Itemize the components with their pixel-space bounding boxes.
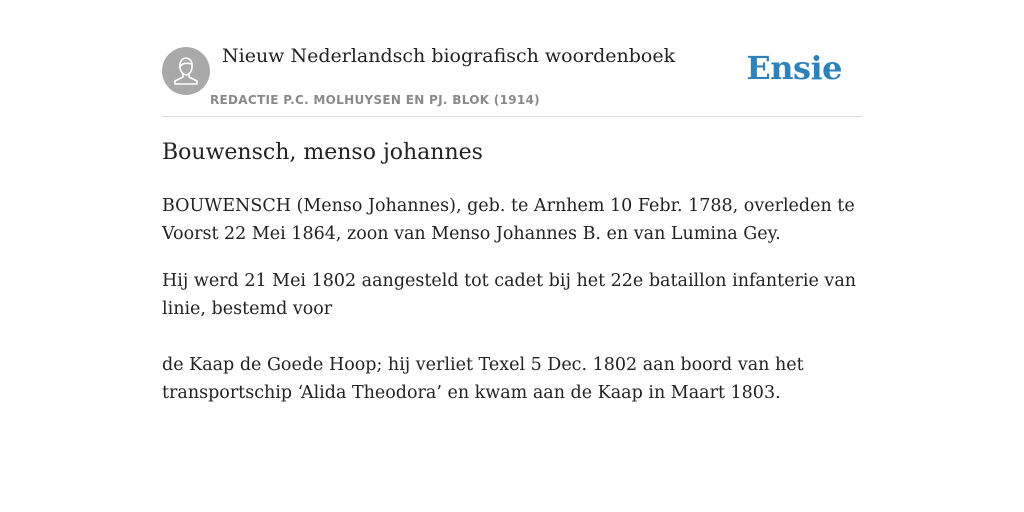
entry-paragraph-1: BOUWENSCH (Menso Johannes), geb. te Arnhem 10 Febr. 1788, overleden te Voorst 22 Mei 1864, zoon van Menso Johannes B. en van Lumina Gey. xyxy=(162,196,855,244)
source-title[interactable]: Nieuw Nederlandsch biografisch woordenboek xyxy=(222,45,676,67)
entry-paragraph-3: de Kaap de Goede Hoop; hij verliet Texel 5 Dec. 1802 aan boord van het transportschip ‘Alida Theodora’ en kwam aan de Kaap in Maart 1803. xyxy=(162,355,804,403)
source-header xyxy=(162,40,862,117)
entry-paragraph-2: Hij werd 21 Mei 1802 aangesteld tot cadet bij het 22e bataillon infanterie van linie, bestemd voor xyxy=(162,271,857,319)
ensie-logo[interactable]: Ensie xyxy=(746,49,842,87)
entry-title: Bouwensch, menso johannes xyxy=(162,140,483,165)
source-editors: REDACTIE P.C. MOLHUYSEN EN PJ. BLOK (1914) xyxy=(210,93,540,107)
source-avatar[interactable] xyxy=(162,47,210,95)
user-icon xyxy=(162,47,210,95)
